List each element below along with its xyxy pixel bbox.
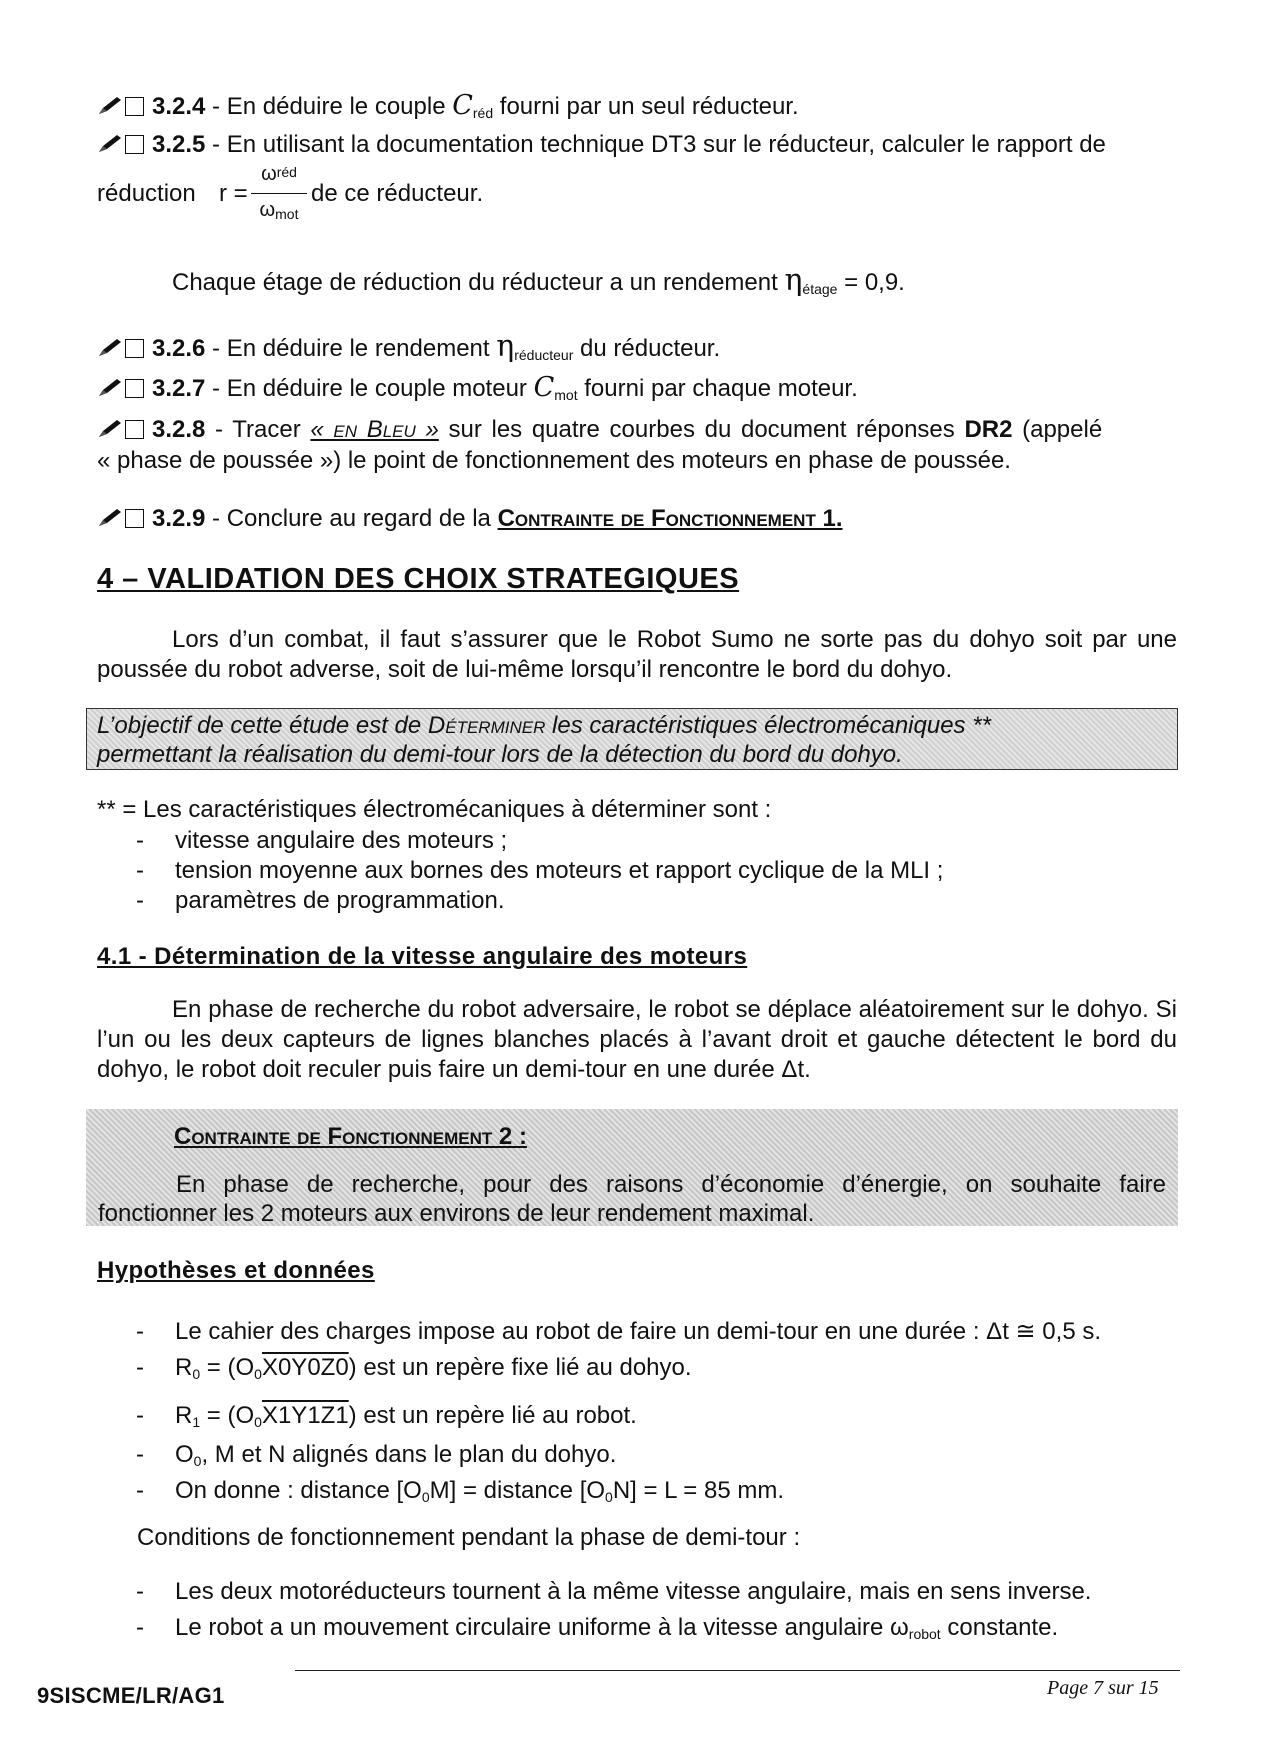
checkbox-3-2-8[interactable] [125, 420, 144, 439]
hypotheses-list [132, 1314, 1101, 1512]
list-item: - paramètres de programmation. [132, 886, 943, 916]
pencil-icon [97, 419, 123, 439]
list-item: - Le cahier des charges impose au robot de faire un demi-tour en une durée : Δt ≅ 0,5 s. [132, 1314, 1101, 1350]
checkbox-3-2-4[interactable] [125, 97, 144, 116]
list-item: - tension moyenne aux bornes des moteurs et rapport cyclique de la MLI ; [132, 856, 943, 886]
fraction-bar [251, 193, 307, 194]
question-3-2-8: 3.2.8 - Tracer « en Bleu » sur les quatre courbes du document réponses DR2 (appelé [97, 415, 1177, 445]
list-item: - $R_0 = (O_0X0Y0Z0)$ est un repère fixe lié au dohyo. [132, 1350, 1101, 1392]
hypotheses-title: Hypothèses et données [97, 1257, 375, 1284]
page-number: Page 7 sur 15 [1047, 1677, 1159, 1699]
list-item: - $R_1 = (O_0X1Y1Z1)$ est un repère lié au robot. [132, 1398, 1101, 1440]
list-item: - On donne : distance $[O_0M]$ = distance $[O_0N] = L = 85$ mm. [132, 1476, 1101, 1512]
document-code: 9SISCME/LR/AG1 [37, 1683, 225, 1708]
fraction-denominator: ωmot [259, 199, 299, 222]
question-3-2-7: 3.2.7 - En déduire le couple moteur $C_{mot}$ fourni par chaque moteur. [97, 373, 1177, 410]
etage-line: Chaque étage de réduction du réducteur a un rendement $\eta_{étage} = 0,9$. [172, 263, 905, 298]
document-page: 3.2.4 - En déduire le couple $C_{réd}$ fourni par un seul réducteur. 3.2.5 - En utilisant la documentation technique DT3 sur le réducteur, calculer le rapport de réduction r = ωréd ωmot de ce réducteur. Chaque étage de réduction du réducteur a un rendement $\eta_{étage} = 0,9$. 3.2.6 - En déduire le rendement $\eta_{réducteur}$ du réducteur. 3.2.7 - En déduire le couple moteur $C_{mot}$ fourni par chaque moteur. 3.2.8 - Tracer « en Bleu » sur les quatre courbes du document réponses DR2 (appelé « phase de poussée ») le point de fonctionnement des moteurs en phase de poussée. 3.2.9 - Conclure au regard de la Contrainte de Fonctionnement 1. 4 – VALIDATION DES CHOIX STRATEGIQUES Lors d’un combat, il faut s’assurer que le Robot Sumo ne sorte pas du dohyo soit par une poussée du robot adverse, soit de lui-même lorsqu’il rencontre le bord du dohyo. L’objectif de cette étude est de Déterminer les caractéristiques électromécaniques ** permettant la réalisation du demi-tour lors de la détection du bord du dohyo. ** = Les caractéristiques électromécaniques à déterminer sont : - vitesse angulaire des moteurs ; - tension moyenne aux bornes des moteurs et rapport cyclique de la MLI ; - paramètres de programmation. 4.1 - Détermination de la vitesse angulaire des moteurs En phase de recherche du robot adversaire, le robot se déplace aléatoirement sur le dohyo. Si l’un ou les deux capteurs de lignes blanches placés à l’avant droit et gauche détectent le bord du dohyo, le robot doit reculer puis faire un demi-tour en une durée Δt. Contrainte de Fonctionnement 2 : En phase de recherche, pour des raisons d’économie d’énergie, on souhaite faire fonctionner les 2 moteurs aux environs de leur rendement maximal. Hypothèses et données - Le cahier des charges impose au robot de faire un demi-tour en une durée : Δt ≅ 0,5 s. - $R_0 = (O_0X0Y0Z0)$ est un repère fixe lié au dohyo. - $R_1 = (O_0X1Y1Z1)$ est un repère lié au robot. - $O_0$, M et N alignés dans le plan du dohyo. - On donne : distance $[O_0M]$ = distance $[O_0N] = L = 85$ mm. Conditions de fonctionnement pendant la phase de demi-tour : - Les deux motoréducteurs tournent à la même vitesse angulaire, mais en sens inverse. - Le robot a un mouvement circulaire uniforme à la vitesse angulaire $\omega_{robot}$ constante. 9SISCME/LR/AG1 Page 7 sur 15 [0, 0, 1277, 1756]
question-3-2-8-line2: « phase de poussée ») le point de fonctionnement des moteurs en phase de poussée. [97, 447, 1011, 474]
section-4-intro: Lors d’un combat, il faut s’assurer que le Robot Sumo ne sorte pas du dohyo soit par une poussée du robot adverse, soit de lui-même lorsqu’il rencontre le bord du dohyo. [97, 626, 1177, 683]
conditions-line: Conditions de fonctionnement pendant la phase de demi-tour : [137, 1524, 801, 1551]
pencil-icon [97, 96, 123, 116]
fraction-numerator: ωréd [261, 163, 297, 185]
checkbox-3-2-9[interactable] [125, 509, 144, 528]
list-item: - Les deux motoréducteurs tournent à la même vitesse angulaire, mais en sens inverse. [132, 1574, 1091, 1610]
conditions-list [132, 1574, 1091, 1652]
pencil-icon [97, 338, 123, 358]
list-item: - vitesse angulaire des moteurs ; [132, 826, 943, 856]
question-3-2-4: 3.2.4 - En déduire le couple $C_{réd}$ fourni par un seul réducteur. [97, 91, 1177, 128]
list-item: - $O_0$, M et N alignés dans le plan du dohyo. [132, 1440, 1101, 1476]
checkbox-3-2-5[interactable] [125, 135, 144, 154]
objective-box: L’objectif de cette étude est de Déterminer les caractéristiques électromécaniques ** permettant la réalisation du demi-tour lors de la détection du bord du dohyo. [86, 708, 1178, 770]
question-3-2-5: 3.2.5 - En utilisant la documentation technique DT3 sur le réducteur, calculer le rapport de [97, 130, 1177, 160]
checkbox-3-2-6[interactable] [125, 339, 144, 358]
characteristics-list [132, 826, 943, 916]
question-3-2-6: 3.2.6 - En déduire le rendement $\eta_{réducteur}$ du réducteur. [97, 332, 1177, 370]
constraint-box: Contrainte de Fonctionnement 2 : En phase de recherche, pour des raisons d’économie d’énergie, on souhaite faire fonctionner les 2 moteurs aux environs de leur rendement maximal. [86, 1109, 1178, 1226]
checkbox-3-2-7[interactable] [125, 379, 144, 398]
section-4-title: 4 – VALIDATION DES CHOIX STRATEGIQUES [97, 563, 740, 595]
pencil-icon [97, 508, 123, 528]
note-line: ** = Les caractéristiques électromécaniques à déterminer sont : [97, 796, 772, 823]
pencil-icon [97, 378, 123, 398]
section-4-1-para: En phase de recherche du robot adversaire, le robot se déplace aléatoirement sur le dohyo. Si l’un ou les deux capteurs de lignes blanches placés à l’avant droit et gauche détectent le bord du dohyo, le robot doit reculer puis faire un demi-tour en une durée Δt. [97, 996, 1177, 1083]
pencil-icon [97, 134, 123, 154]
footer-rule [295, 1670, 1180, 1671]
section-4-1-title: 4.1 - Détermination de la vitesse angulaire des moteurs [97, 943, 748, 970]
list-item: - Le robot a un mouvement circulaire uniforme à la vitesse angulaire $\omega_{robot}$ constante. [132, 1610, 1091, 1652]
question-3-2-9: 3.2.9 - Conclure au regard de la Contrainte de Fonctionnement 1. [97, 504, 1177, 534]
